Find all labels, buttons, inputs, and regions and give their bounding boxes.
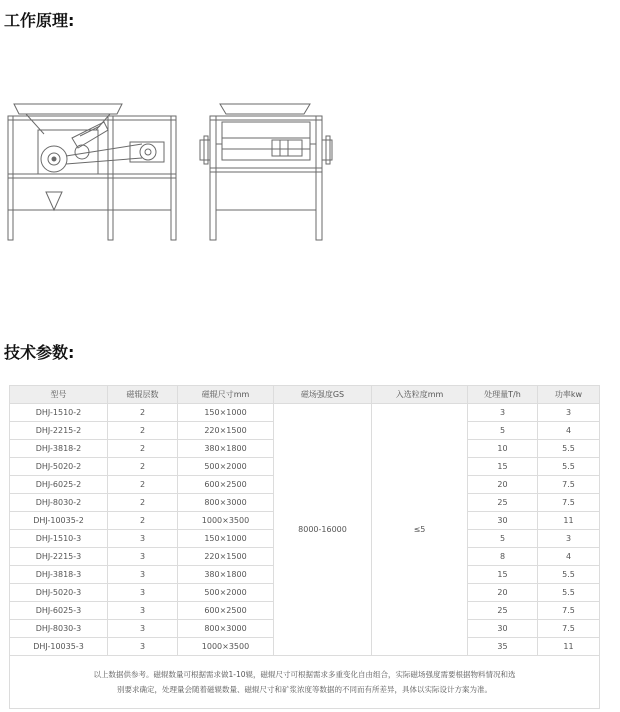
cell-roller-size: 800×3000	[178, 494, 274, 512]
cell-layers: 3	[108, 620, 178, 638]
cell-model: DHJ-8030-3	[10, 620, 108, 638]
cell-capacity: 15	[468, 458, 538, 476]
col-header-model: 型号	[10, 386, 108, 404]
cell-power: 5.5	[538, 584, 600, 602]
cell-model: DHJ-5020-2	[10, 458, 108, 476]
cell-layers: 3	[108, 530, 178, 548]
cell-power: 7.5	[538, 602, 600, 620]
table-row	[10, 404, 600, 422]
cell-roller-size: 150×1000	[178, 530, 274, 548]
cell-capacity: 20	[468, 476, 538, 494]
col-header-roller-size: 磁辊尺寸mm	[178, 386, 274, 404]
cell-roller-size: 220×1500	[178, 548, 274, 566]
cell-roller-size: 500×2000	[178, 584, 274, 602]
header-row	[10, 386, 600, 404]
cell-model: DHJ-2215-3	[10, 548, 108, 566]
cell-roller-size: 600×2500	[178, 476, 274, 494]
cell-layers: 2	[108, 404, 178, 422]
cell-layers: 2	[108, 422, 178, 440]
cell-roller-size: 600×2500	[178, 602, 274, 620]
cell-model: DHJ-10035-3	[10, 638, 108, 656]
cell-capacity: 20	[468, 584, 538, 602]
cell-layers: 3	[108, 566, 178, 584]
col-header-roller-layers: 磁辊层数	[108, 386, 178, 404]
cell-layers: 3	[108, 638, 178, 656]
machine-diagram	[0, 96, 620, 246]
col-header-particle-size: 入选粒度mm	[372, 386, 468, 404]
cell-power: 4	[538, 422, 600, 440]
cell-model: DHJ-8030-2	[10, 494, 108, 512]
cell-layers: 3	[108, 548, 178, 566]
cell-power: 5.5	[538, 566, 600, 584]
cell-layers: 3	[108, 602, 178, 620]
cell-roller-size: 1000×3500	[178, 638, 274, 656]
cell-capacity: 25	[468, 494, 538, 512]
cell-model: DHJ-5020-3	[10, 584, 108, 602]
cell-capacity: 5	[468, 422, 538, 440]
side-view-drawing	[8, 104, 176, 240]
cell-layers: 2	[108, 494, 178, 512]
tech-params-heading: 技术参数:	[4, 343, 75, 362]
cell-power: 3	[538, 530, 600, 548]
cell-power: 11	[538, 512, 600, 530]
cell-power: 5.5	[538, 458, 600, 476]
col-header-capacity: 处理量T/h	[468, 386, 538, 404]
cell-power: 4	[538, 548, 600, 566]
cell-capacity: 5	[468, 530, 538, 548]
cell-roller-size: 150×1000	[178, 404, 274, 422]
working-principle-heading: 工作原理:	[4, 11, 75, 30]
cell-roller-size: 220×1500	[178, 422, 274, 440]
cell-model: DHJ-6025-3	[10, 602, 108, 620]
cell-layers: 2	[108, 476, 178, 494]
cell-roller-size: 1000×3500	[178, 512, 274, 530]
cell-power: 7.5	[538, 476, 600, 494]
cell-capacity: 15	[468, 566, 538, 584]
cell-field-strength-merged: 8000-16000	[274, 404, 372, 656]
cell-capacity: 30	[468, 620, 538, 638]
cell-capacity: 35	[468, 638, 538, 656]
cell-layers: 2	[108, 440, 178, 458]
cell-model: DHJ-1510-2	[10, 404, 108, 422]
cell-power: 11	[538, 638, 600, 656]
spec-table	[9, 385, 600, 709]
front-view-drawing	[200, 104, 332, 240]
table-note: 以上数据供参考。磁辊数量可根据需求做1-10辊，磁辊尺寸可根据需求多重变化自由组合，实际磁场强度需要根据物料情况和选别要求确定，处理量会随着磁辊数量、磁辊尺寸和矿浆浓度等数据的不同而有所差异，具体以实际设计方案为准。	[10, 656, 600, 709]
col-header-power: 功率kw	[538, 386, 600, 404]
cell-roller-size: 380×1800	[178, 440, 274, 458]
cell-model: DHJ-1510-3	[10, 530, 108, 548]
cell-model: DHJ-3818-3	[10, 566, 108, 584]
cell-power: 7.5	[538, 620, 600, 638]
note-row	[10, 656, 600, 709]
cell-model: DHJ-2215-2	[10, 422, 108, 440]
cell-particle-size-merged: ≤5	[372, 404, 468, 656]
cell-capacity: 3	[468, 404, 538, 422]
cell-power: 3	[538, 404, 600, 422]
cell-roller-size: 500×2000	[178, 458, 274, 476]
cell-model: DHJ-6025-2	[10, 476, 108, 494]
cell-capacity: 8	[468, 548, 538, 566]
cell-capacity: 25	[468, 602, 538, 620]
col-header-field-strength: 磁场强度GS	[274, 386, 372, 404]
cell-power: 7.5	[538, 494, 600, 512]
cell-capacity: 10	[468, 440, 538, 458]
cell-roller-size: 800×3000	[178, 620, 274, 638]
cell-power: 5.5	[538, 440, 600, 458]
cell-capacity: 30	[468, 512, 538, 530]
cell-model: DHJ-3818-2	[10, 440, 108, 458]
cell-layers: 2	[108, 512, 178, 530]
cell-model: DHJ-10035-2	[10, 512, 108, 530]
cell-layers: 2	[108, 458, 178, 476]
cell-layers: 3	[108, 584, 178, 602]
cell-roller-size: 380×1800	[178, 566, 274, 584]
